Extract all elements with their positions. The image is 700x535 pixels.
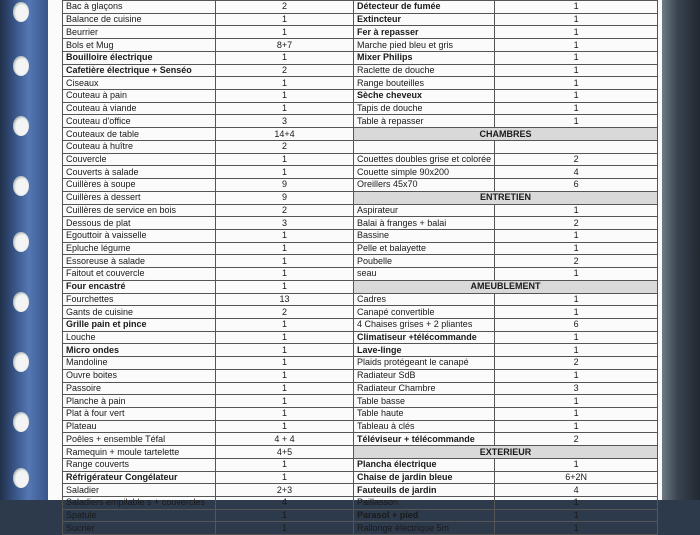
inventory-table-right — [353, 0, 658, 535]
table-row — [63, 153, 354, 166]
item-name: Poubelle — [354, 255, 495, 268]
table-row — [63, 318, 354, 331]
table-row — [354, 64, 658, 77]
item-quantity: 6 — [495, 318, 658, 331]
item-quantity: 1 — [495, 306, 658, 319]
item-name: Cuillères à dessert — [63, 191, 216, 204]
item-quantity: 1 — [216, 458, 354, 471]
item-name: Cafetière électrique + Senséo — [63, 64, 216, 77]
table-row — [354, 77, 658, 90]
table-row — [63, 509, 354, 522]
punch-hole — [13, 352, 29, 372]
table-row — [63, 408, 354, 421]
item-quantity: 1 — [216, 13, 354, 26]
item-name: Radiateur SdB — [354, 369, 495, 382]
item-name: Bols et Mug — [63, 39, 216, 52]
item-name: Rallonge électrique 5m — [354, 522, 495, 535]
item-quantity: 2 — [216, 1, 354, 14]
table-row — [354, 369, 658, 382]
table-row — [354, 115, 658, 128]
item-quantity: 1 — [495, 64, 658, 77]
background-edge — [662, 0, 700, 500]
punch-hole — [13, 468, 29, 488]
item-name: Planche à pain — [63, 395, 216, 408]
item-name: Spatule — [63, 509, 216, 522]
item-quantity: 1 — [495, 408, 658, 421]
table-row — [354, 51, 658, 64]
item-name: seau — [354, 268, 495, 281]
table-row — [63, 382, 354, 395]
item-name: Mixer Philips — [354, 51, 495, 64]
item-name: Couteau à huître — [63, 140, 216, 153]
item-quantity: 1 — [216, 382, 354, 395]
item-quantity: 3 — [216, 115, 354, 128]
table-row — [354, 382, 658, 395]
table-row — [354, 179, 658, 192]
item-quantity: 1 — [216, 90, 354, 103]
punch-hole — [13, 412, 29, 432]
item-name: Détecteur de fumée — [354, 1, 495, 14]
table-row — [354, 357, 658, 370]
item-quantity: 6 — [495, 179, 658, 192]
item-name: Plateau — [63, 420, 216, 433]
item-name: Couteau d'office — [63, 115, 216, 128]
table-row — [63, 191, 354, 204]
item-name: Plat à four vert — [63, 408, 216, 421]
item-name: Cuillères à soupe — [63, 179, 216, 192]
section-header-row — [354, 191, 658, 204]
punch-hole — [13, 232, 29, 252]
item-name: Passoire — [63, 382, 216, 395]
table-row — [63, 344, 354, 357]
item-quantity: 2 — [216, 140, 354, 153]
item-name: Paillasson — [354, 497, 495, 510]
item-name: Lave-linge — [354, 344, 495, 357]
section-header-row — [354, 128, 658, 141]
item-quantity: 2 — [495, 357, 658, 370]
table-row — [354, 522, 658, 535]
item-name: 4 Chaises grises + 2 pliantes — [354, 318, 495, 331]
table-row — [354, 242, 658, 255]
item-quantity: 4 — [495, 166, 658, 179]
table-row — [63, 13, 354, 26]
table-row — [63, 306, 354, 319]
item-quantity: 1 — [495, 115, 658, 128]
table-row — [354, 420, 658, 433]
table-row — [354, 433, 658, 446]
item-name: Louche — [63, 331, 216, 344]
item-name: Bassine — [354, 229, 495, 242]
item-quantity: 4 + 4 — [216, 433, 354, 446]
item-name: Table à repasser — [354, 115, 495, 128]
item-name: Réfrigérateur Congélateur — [63, 471, 216, 484]
item-quantity: 1 — [216, 395, 354, 408]
item-quantity: 1 — [216, 102, 354, 115]
item-name: Parasol + pied — [354, 509, 495, 522]
item-name: Raclette de douche — [354, 64, 495, 77]
table-row — [63, 471, 354, 484]
item-name: Sèche cheveux — [354, 90, 495, 103]
item-name: Balance de cuisine — [63, 13, 216, 26]
item-quantity: 13 — [216, 293, 354, 306]
table-row — [354, 153, 658, 166]
table-row — [354, 13, 658, 26]
table-row — [354, 306, 658, 319]
punch-hole — [13, 56, 29, 76]
item-name: Poêles + ensemble Téfal — [63, 433, 216, 446]
table-row — [63, 497, 354, 510]
item-name: Cadres — [354, 293, 495, 306]
table-row — [354, 140, 658, 153]
item-name: Couteau à viande — [63, 102, 216, 115]
table-row — [63, 217, 354, 230]
item-quantity: 2 — [495, 255, 658, 268]
item-name: Radiateur Chambre — [354, 382, 495, 395]
table-row — [63, 204, 354, 217]
table-row — [63, 51, 354, 64]
punch-hole — [13, 292, 29, 312]
item-name: Tapis de douche — [354, 102, 495, 115]
item-quantity: 2 — [216, 64, 354, 77]
table-row — [63, 293, 354, 306]
item-quantity: 2 — [216, 204, 354, 217]
table-row — [63, 229, 354, 242]
item-quantity: 1 — [216, 51, 354, 64]
item-name: Couvercle — [63, 153, 216, 166]
table-row — [63, 420, 354, 433]
item-name: Saladier — [63, 484, 216, 497]
item-quantity: 1 — [495, 204, 658, 217]
item-name: Couettes doubles grise et colorée — [354, 153, 495, 166]
table-row — [354, 497, 658, 510]
item-name: Table basse — [354, 395, 495, 408]
table-row — [63, 102, 354, 115]
item-quantity: 1 — [495, 13, 658, 26]
item-quantity: 1 — [216, 471, 354, 484]
item-name: Range couverts — [63, 458, 216, 471]
table-row — [63, 522, 354, 535]
item-quantity: 1 — [495, 102, 658, 115]
table-row — [354, 344, 658, 357]
table-row — [354, 331, 658, 344]
item-quantity: 1 — [495, 420, 658, 433]
table-row — [354, 255, 658, 268]
table-row — [63, 433, 354, 446]
table-row — [354, 408, 658, 421]
table-row — [63, 446, 354, 459]
table-row — [354, 484, 658, 497]
table-row — [354, 471, 658, 484]
item-quantity: 14+4 — [216, 128, 354, 141]
item-quantity: 1 — [216, 229, 354, 242]
table-row — [354, 204, 658, 217]
table-row — [63, 90, 354, 103]
item-name: Fourchettes — [63, 293, 216, 306]
item-quantity: 1 — [216, 408, 354, 421]
item-quantity: 2+3 — [216, 484, 354, 497]
section-title: ENTRETIEN — [354, 191, 658, 204]
item-name: Cuillères de service en bois — [63, 204, 216, 217]
item-name: Couverts à salade — [63, 166, 216, 179]
item-name: Fer à repasser — [354, 26, 495, 39]
table-row — [354, 395, 658, 408]
table-row — [63, 268, 354, 281]
item-quantity: 2 — [216, 306, 354, 319]
item-name: Canapé convertible — [354, 306, 495, 319]
section-title: EXTERIEUR — [354, 446, 658, 459]
item-quantity: 1 — [216, 509, 354, 522]
table-row — [63, 242, 354, 255]
item-quantity: 1 — [495, 39, 658, 52]
item-name: Couette simple 90x200 — [354, 166, 495, 179]
item-name: Table haute — [354, 408, 495, 421]
item-name: Four encastré — [63, 280, 216, 293]
table-row — [63, 179, 354, 192]
table-row — [63, 255, 354, 268]
table-row — [63, 369, 354, 382]
item-name: Plancha électrique — [354, 458, 495, 471]
table-row — [63, 39, 354, 52]
table-row — [354, 458, 658, 471]
table-row — [63, 128, 354, 141]
item-quantity: 1 — [495, 344, 658, 357]
section-header-row — [354, 280, 658, 293]
item-quantity: 2 — [495, 433, 658, 446]
table-row — [354, 39, 658, 52]
item-name: Gants de cuisine — [63, 306, 216, 319]
table-row — [63, 26, 354, 39]
item-quantity: 1 — [216, 255, 354, 268]
item-quantity: 1 — [216, 77, 354, 90]
item-name: Ouvre boites — [63, 369, 216, 382]
punch-hole — [13, 2, 29, 22]
item-name: Mandoline — [63, 357, 216, 370]
item-quantity: 1 — [495, 369, 658, 382]
item-quantity: 1 — [216, 331, 354, 344]
item-name: Beurrier — [63, 26, 216, 39]
item-name: Micro ondes — [63, 344, 216, 357]
table-row — [354, 268, 658, 281]
table-row — [354, 90, 658, 103]
item-name: Ciseaux — [63, 77, 216, 90]
item-name: Téléviseur + télécommande — [354, 433, 495, 446]
item-name: Ramequin + moule tartelette — [63, 446, 216, 459]
item-name: Balai à franges + balai — [354, 217, 495, 230]
item-name: Saladiers empilable s + couvercles — [63, 497, 216, 510]
item-quantity: 1 — [216, 26, 354, 39]
item-quantity: 1 — [216, 344, 354, 357]
item-quantity: 8+7 — [216, 39, 354, 52]
table-row — [354, 318, 658, 331]
item-name: Oreillers 45x70 — [354, 179, 495, 192]
item-quantity: 1 — [495, 90, 658, 103]
item-name: Egouttoir à vaisselle — [63, 229, 216, 242]
table-row — [354, 26, 658, 39]
punch-hole — [13, 116, 29, 136]
table-row — [63, 395, 354, 408]
item-quantity: 1 — [216, 522, 354, 535]
punch-hole — [13, 176, 29, 196]
item-quantity: 1 — [216, 357, 354, 370]
item-name: Aspirateur — [354, 204, 495, 217]
item-quantity: 1 — [495, 26, 658, 39]
table-row — [354, 229, 658, 242]
inventory-table-left — [62, 0, 354, 535]
table-row — [63, 115, 354, 128]
item-quantity: 1 — [495, 458, 658, 471]
item-name: Pelle et balayette — [354, 242, 495, 255]
item-quantity: 1 — [216, 242, 354, 255]
item-quantity: 4+5 — [216, 446, 354, 459]
item-name: Plaids protégeant le canapé — [354, 357, 495, 370]
item-name: Dessous de plat — [63, 217, 216, 230]
item-name: Extincteur — [354, 13, 495, 26]
item-quantity: 1 — [216, 369, 354, 382]
section-title: CHAMBRES — [354, 128, 658, 141]
item-name: Climatiseur +télécommande — [354, 331, 495, 344]
item-name: Tableau à clés — [354, 420, 495, 433]
table-row — [63, 140, 354, 153]
item-quantity: 1 — [495, 242, 658, 255]
item-name: Couteaux de table — [63, 128, 216, 141]
table-row — [354, 1, 658, 14]
table-row — [354, 102, 658, 115]
item-quantity: 1 — [495, 77, 658, 90]
item-name: Epluche légume — [63, 242, 216, 255]
item-quantity: 9 — [216, 179, 354, 192]
item-quantity: 4 — [216, 497, 354, 510]
item-quantity: 4 — [495, 484, 658, 497]
item-quantity: 1 — [495, 229, 658, 242]
table-row — [354, 293, 658, 306]
item-quantity — [495, 140, 658, 153]
table-row — [63, 77, 354, 90]
table-row — [63, 64, 354, 77]
table-row — [63, 1, 354, 14]
table-row — [63, 331, 354, 344]
item-name: Grille pain et pince — [63, 318, 216, 331]
item-quantity: 1 — [495, 509, 658, 522]
item-quantity: 9 — [216, 191, 354, 204]
table-row — [63, 458, 354, 471]
item-quantity: 3 — [495, 382, 658, 395]
item-name: Bac à glaçons — [63, 1, 216, 14]
item-quantity: 1 — [495, 51, 658, 64]
item-name: Fauteuils de jardin — [354, 484, 495, 497]
item-quantity: 2 — [495, 217, 658, 230]
table-row — [63, 357, 354, 370]
table-row — [63, 484, 354, 497]
table-row — [354, 509, 658, 522]
item-name — [354, 140, 495, 153]
item-quantity: 1 — [495, 331, 658, 344]
item-name: Faitout et couvercle — [63, 268, 216, 281]
item-quantity: 1 — [495, 497, 658, 510]
item-quantity: 1 — [216, 268, 354, 281]
item-name: Sucrier — [63, 522, 216, 535]
section-title: AMEUBLEMENT — [354, 280, 658, 293]
item-quantity: 2 — [495, 153, 658, 166]
item-name: Bouilloire électrique — [63, 51, 216, 64]
item-quantity: 3 — [216, 217, 354, 230]
item-name: Couteau à pain — [63, 90, 216, 103]
item-quantity: 1 — [216, 166, 354, 179]
table-row — [354, 166, 658, 179]
section-header-row — [354, 446, 658, 459]
binder-strip — [0, 0, 48, 500]
item-quantity: 1 — [495, 293, 658, 306]
item-quantity: 6+2N — [495, 471, 658, 484]
item-quantity: 1 — [216, 153, 354, 166]
item-quantity: 1 — [495, 1, 658, 14]
item-quantity: 1 — [216, 318, 354, 331]
item-quantity: 1 — [216, 280, 354, 293]
item-quantity: 1 — [495, 395, 658, 408]
item-quantity: 1 — [495, 268, 658, 281]
item-quantity: 1 — [495, 522, 658, 535]
table-row — [63, 280, 354, 293]
item-name: Essoreuse à salade — [63, 255, 216, 268]
item-quantity: 1 — [216, 420, 354, 433]
table-row — [63, 166, 354, 179]
table-row — [354, 217, 658, 230]
item-name: Marche pied bleu et gris — [354, 39, 495, 52]
item-name: Range bouteilles — [354, 77, 495, 90]
item-name: Chaise de jardin bleue — [354, 471, 495, 484]
